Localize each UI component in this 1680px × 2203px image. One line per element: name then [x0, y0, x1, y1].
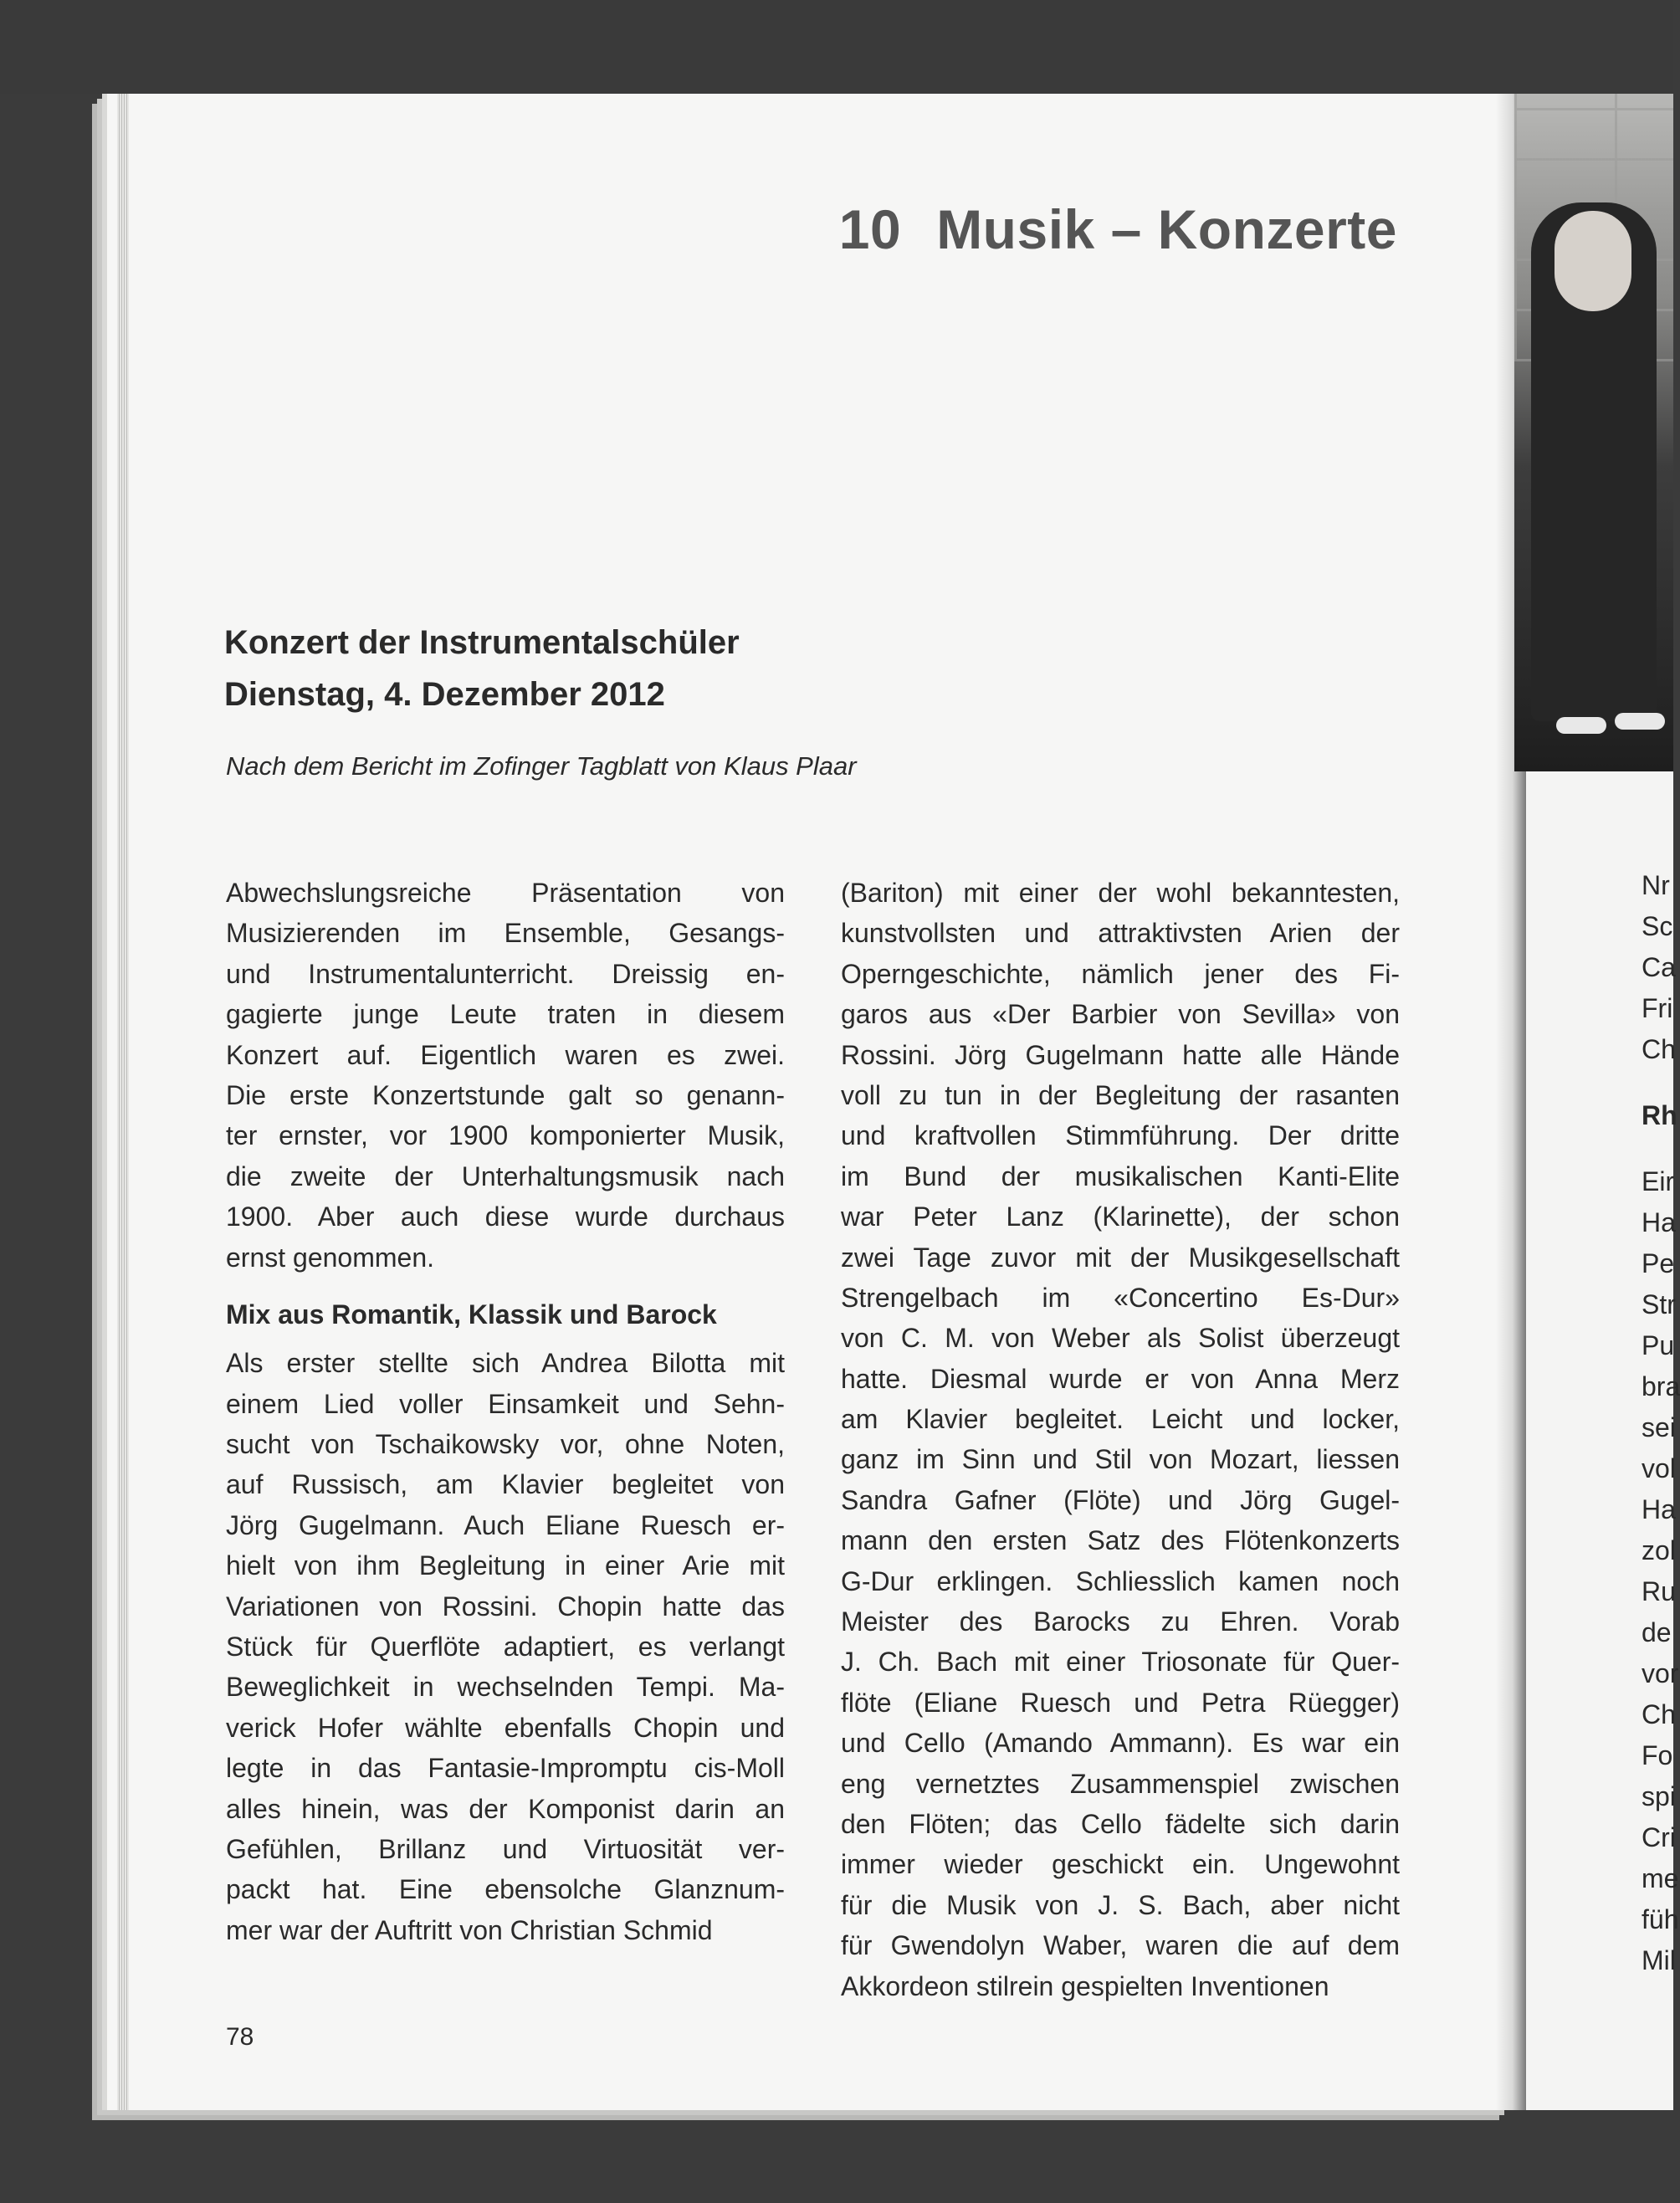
- text-line: und Instrumentalunterricht. Dreissig en-: [226, 958, 785, 989]
- text-line: und kraftvollen Stimmführung. Der dritte: [841, 1120, 1400, 1151]
- shoe: [1615, 713, 1665, 730]
- text-line: und Cello (Amando Ammann). Es war ein: [841, 1728, 1400, 1759]
- next-page-column: [1642, 865, 1680, 1981]
- text-line: ganz im Sinn und Stil von Mozart, liessen: [841, 1444, 1400, 1475]
- text-line: Str: [1642, 1289, 1676, 1319]
- text-line: Abwechslungsreiche Präsentation von: [226, 878, 785, 908]
- text-line: verick Hofer wählte ebenfalls Chopin und: [226, 1712, 785, 1743]
- text-line: zwei Tage zuvor mit der Musikgesellschaft: [841, 1242, 1400, 1273]
- text-line: auf Russisch, am Klavier begleitet von: [226, 1469, 785, 1500]
- text-line: im Bund der musikalischen Kanti-Elite: [841, 1160, 1400, 1191]
- text-line: Als erster stellte sich Andrea Bilotta mit: [226, 1348, 785, 1379]
- text-line: G-Dur erklingen. Schliesslich kamen noch: [841, 1565, 1400, 1596]
- text-line: garos aus «Der Barbier von Sevilla» von: [841, 999, 1400, 1030]
- text-line: hatte. Diesmal wurde er von Anna Merz: [841, 1363, 1400, 1394]
- text-line: ter ernster, vor 1900 komponierter Musik,: [226, 1120, 785, 1151]
- text-line: Fo: [1642, 1740, 1673, 1770]
- chapter-title: Musik – Konzerte: [936, 198, 1397, 260]
- text-line: Mil: [1642, 1945, 1676, 1975]
- text-line: spi: [1642, 1781, 1676, 1811]
- text-line: vor: [1642, 1658, 1679, 1688]
- text-line: 1900. Aber auch diese wurde durchaus: [226, 1201, 785, 1232]
- text-line: Pe: [1642, 1248, 1675, 1278]
- article-title: Konzert der Instrumentalschüler: [224, 624, 740, 661]
- text-line: alles hinein, was der Komponist darin an: [226, 1793, 785, 1824]
- text-line: zol: [1642, 1535, 1676, 1565]
- text-line: Akkordeon stilrein gespielten Inventionen: [841, 1970, 1329, 2001]
- text-line: Eir: [1642, 1166, 1675, 1196]
- text-line: flöte (Eliane Ruesch und Petra Rüegger): [841, 1687, 1400, 1718]
- text-line: sei: [1642, 1412, 1676, 1442]
- text-line: vol: [1642, 1453, 1676, 1483]
- text-line: die zweite der Unterhaltungsmusik nach: [226, 1160, 785, 1191]
- chapter-number: 10: [838, 198, 902, 260]
- text-line: Beweglichkeit in wechselnden Tempi. Ma-: [226, 1672, 785, 1703]
- text-line: J. Ch. Bach mit einer Triosonate für Quer-: [841, 1647, 1400, 1678]
- text-line: Ch: [1642, 1699, 1676, 1729]
- text-line: für die Musik von J. S. Bach, aber nicht: [841, 1889, 1400, 1920]
- article-date: Dienstag, 4. Dezember 2012: [224, 676, 665, 713]
- text-line: Meister des Barocks zu Ehren. Vorab: [841, 1606, 1400, 1637]
- text-line: Sc: [1642, 911, 1673, 941]
- text-line: Die erste Konzertstunde galt so genann-: [226, 1079, 785, 1110]
- next-page-heading: Rh: [1642, 1100, 1677, 1130]
- text-line: Gefühlen, Brillanz und Virtuosität ver-: [226, 1833, 785, 1864]
- text-line: (Bariton) mit einer der wohl bekanntesten,: [841, 878, 1400, 908]
- section-heading: Mix aus Romantik, Klassik und Barock: [226, 1299, 717, 1329]
- text-line: war Peter Lanz (Klarinette), der schon: [841, 1201, 1400, 1232]
- text-line: de: [1642, 1617, 1672, 1647]
- text-line: packt hat. Eine ebensolche Glanznum-: [226, 1874, 785, 1905]
- text-line: Operngeschichte, nämlich jener des Fi-: [841, 958, 1400, 989]
- group-photo: [1514, 94, 1673, 771]
- text-line: füh: [1642, 1904, 1679, 1934]
- text-line: bra: [1642, 1371, 1680, 1401]
- text-line: Ha: [1642, 1494, 1676, 1524]
- page-number: 78: [226, 2023, 254, 2051]
- text-line: mer war der Auftritt von Christian Schmid: [226, 1914, 713, 1945]
- text-line: Nr: [1642, 870, 1670, 900]
- text-line: Sandra Gafner (Flöte) und Jörg Gugel-: [841, 1484, 1400, 1515]
- text-line: eng vernetztes Zusammenspiel zwischen: [841, 1768, 1400, 1799]
- text-line: kunstvollsten und attraktivsten Arien der: [841, 918, 1400, 949]
- spacer: [1642, 1070, 1680, 1095]
- text-column-1: [226, 873, 785, 1950]
- shoe: [1556, 717, 1606, 734]
- person-head: [1555, 211, 1631, 311]
- chapter-heading: [753, 197, 1397, 261]
- text-line: immer wieder geschickt ein. Ungewohnt: [841, 1849, 1400, 1880]
- text-line: Ch: [1642, 1034, 1676, 1064]
- text-line: von C. M. von Weber als Solist überzeugt: [841, 1323, 1400, 1354]
- scan-background: [0, 0, 1673, 94]
- page-stack-edge: [117, 94, 129, 2110]
- text-line: voll zu tun in der Begleitung der rasanten: [841, 1079, 1400, 1110]
- spacer: [1642, 1136, 1680, 1161]
- text-line: ernst genommen.: [226, 1242, 435, 1273]
- text-line: Cri: [1642, 1822, 1676, 1852]
- text-line: Pu: [1642, 1330, 1675, 1360]
- text-line: Variationen von Rossini. Chopin hatte das: [226, 1591, 785, 1622]
- text-line: Ru: [1642, 1576, 1676, 1606]
- text-line: Ca: [1642, 952, 1676, 982]
- text-line: Stück für Querflöte adaptiert, es verlangt: [226, 1632, 785, 1662]
- text-line: hielt von ihm Begleitung in einer Arie mit: [226, 1550, 785, 1581]
- text-line: Fri: [1642, 993, 1673, 1023]
- text-line: sucht von Tschaikowsky vor, ohne Noten,: [226, 1429, 785, 1460]
- text-line: einem Lied voller Einsamkeit und Sehn-: [226, 1388, 785, 1419]
- text-line: Jörg Gugelmann. Auch Eliane Ruesch er-: [226, 1509, 785, 1540]
- text-line: Rossini. Jörg Gugelmann hatte alle Hände: [841, 1039, 1400, 1070]
- text-line: Strengelbach im «Concertino Es-Dur»: [841, 1282, 1400, 1313]
- text-line: mann den ersten Satz des Flötenkonzerts: [841, 1525, 1400, 1556]
- text-line: gagierte junge Leute traten in diesem: [226, 999, 785, 1030]
- text-line: Konzert auf. Eigentlich waren es zwei.: [226, 1039, 785, 1070]
- text-line: am Klavier begleitet. Leicht und locker,: [841, 1404, 1400, 1435]
- text-line: legte in das Fantasie-Impromptu cis-Moll: [226, 1753, 785, 1784]
- article-subtitle: Nach dem Bericht im Zofinger Tagblatt von Klaus Plaar: [226, 751, 857, 781]
- text-line: me: [1642, 1863, 1679, 1893]
- text-line: den Flöten; das Cello fädelte sich darin: [841, 1808, 1400, 1839]
- text-line: Ha: [1642, 1207, 1676, 1237]
- text-line: Musizierenden im Ensemble, Gesangs-: [226, 918, 785, 949]
- text-column-2: [841, 873, 1400, 2006]
- text-line: für Gwendolyn Waber, waren die auf dem: [841, 1930, 1400, 1961]
